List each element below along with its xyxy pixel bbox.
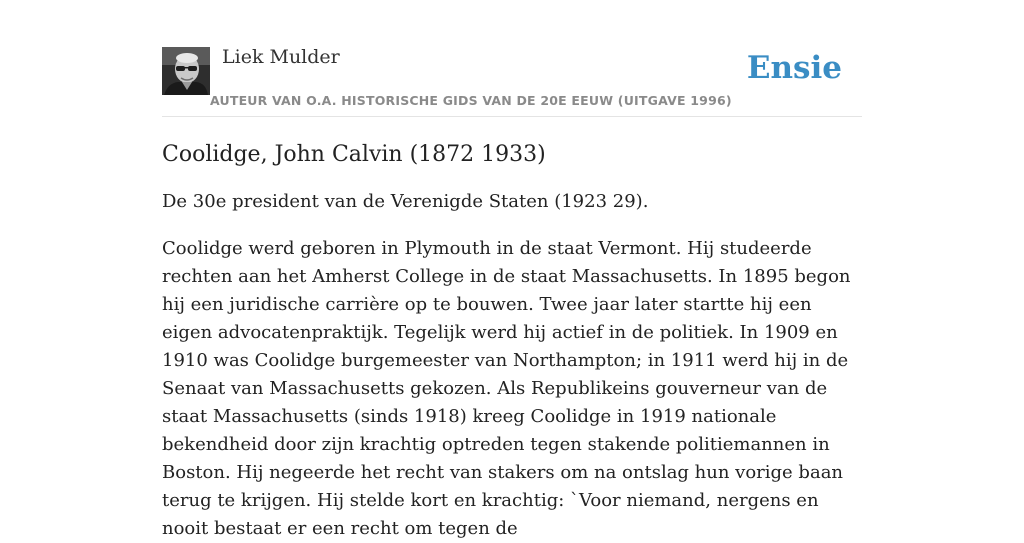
author-header bbox=[162, 44, 862, 117]
ensie-logo-link[interactable]: Ensie bbox=[746, 50, 842, 86]
article-lead: De 30e president van de Verenigde Staten (1923 29). bbox=[162, 191, 649, 212]
article-body: Coolidge werd geboren in Plymouth in de staat Vermont. Hij studeerde rechten aan het Amherst College in de staat Massachusetts. In 1895 begon hij een juridische carrière op te bouwen. Twee jaar later startte hij een eigen advocatenpraktijk. Tegelijk werd hij actief in de politiek. In 1909 en 1910 was Coolidge burgemeester van Northampton; in 1911 werd hij in de Senaat van Massachusetts gekozen. Als Republikeins gouverneur van de staat Massachusetts (sinds 1918) kreeg Coolidge in 1919 nationale bekendheid door zijn krachtig optreden tegen stakende politiemannen in Boston. Hij negeerde het recht van stakers om na ontslag hun vorige baan terug te krijgen. Hij stelde kort en krachtig: `Voor niemand, nergens en nooit bestaat er een recht om tegen de bbox=[162, 238, 851, 539]
author-avatar[interactable] bbox=[162, 47, 210, 95]
article-title: Coolidge, John Calvin (1872 1933) bbox=[162, 142, 546, 167]
article-content bbox=[162, 138, 862, 543]
author-bio: AUTEUR VAN O.A. HISTORISCHE GIDS VAN DE 20E EEUW (UITGAVE 1996) bbox=[210, 93, 732, 108]
avatar-portrait-image bbox=[162, 47, 210, 95]
author-name[interactable]: Liek Mulder bbox=[222, 46, 340, 68]
